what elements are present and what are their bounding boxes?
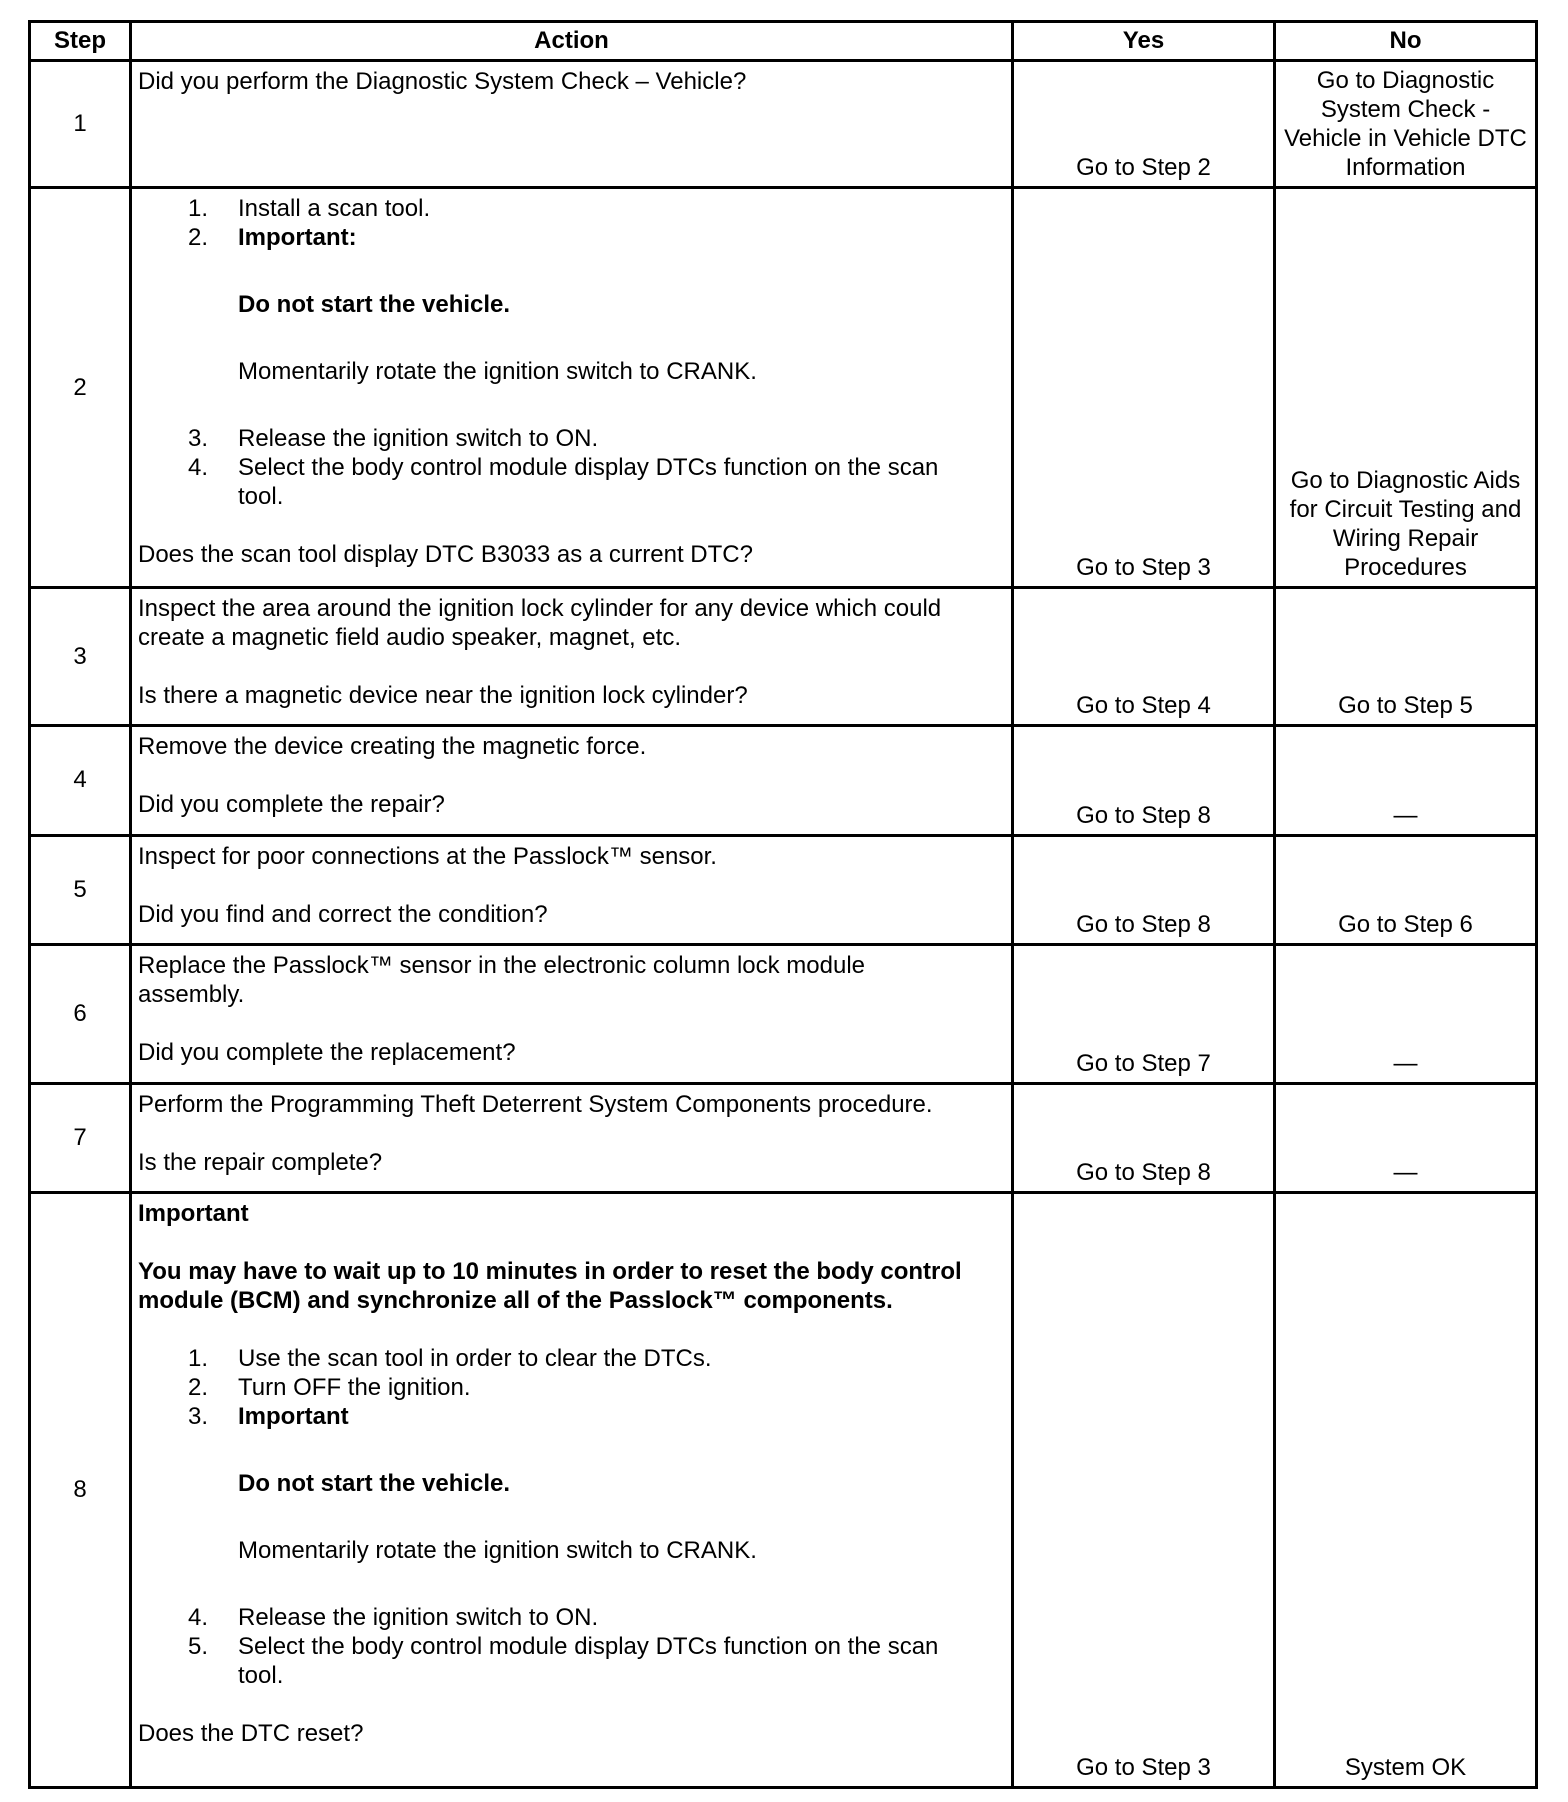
yes-action: Go to Step 8 (1013, 835, 1275, 944)
table-row (30, 61, 1537, 188)
instruction-text: Inspect for poor connections at the Passlock™ sensor. (138, 842, 717, 870)
header-yes: Yes (1013, 22, 1275, 61)
action-cell (131, 945, 1013, 1083)
procedure-list (138, 1603, 1007, 1690)
important-detail: Momentarily rotate the ignition switch to CRANK. (238, 358, 757, 386)
action-cell (131, 587, 1013, 725)
instruction-text: Replace the Passlock™ sensor in the electronic column lock module assembly. (138, 952, 866, 1009)
important-text: You may have to wait up to 10 minutes in order to reset the body control module (BCM) and synchronize all of the Passlock™ components. (138, 1257, 962, 1314)
no-action: — (1275, 945, 1537, 1083)
step-number: 2 (30, 188, 131, 587)
question-text: Does the scan tool display DTC B3033 as a current DTC? (138, 541, 753, 569)
list-item: 3. Important (187, 1402, 349, 1430)
header-no: No (1275, 22, 1537, 61)
action-cell (131, 1083, 1013, 1192)
no-action: Go to Diagnostic System Check - Vehicle in Vehicle DTC Information (1275, 61, 1537, 188)
question-text: Did you find and correct the condition? (138, 900, 548, 928)
yes-action: Go to Step 4 (1013, 587, 1275, 725)
no-action: Go to Step 5 (1275, 587, 1537, 725)
yes-action: Go to Step 2 (1013, 61, 1275, 188)
question-text: Does the DTC reset? (138, 1719, 364, 1747)
list-item: 3. Release the ignition switch to ON. (187, 425, 599, 453)
important-note: Do not start the vehicle. (238, 1469, 511, 1497)
no-action: Go to Diagnostic Aids for Circuit Testing and Wiring Repair Procedures (1275, 188, 1537, 587)
header-step: Step (30, 22, 131, 61)
table-row (30, 1083, 1537, 1192)
question-text: Did you complete the repair? (138, 791, 445, 819)
important-note: Do not start the vehicle. (238, 291, 511, 319)
instruction-text: Perform the Programming Theft Deterrent System Components procedure. (138, 1090, 933, 1118)
list-item: 2. Important: (187, 224, 357, 252)
procedure-list (138, 194, 1007, 252)
table-row (30, 1192, 1537, 1787)
step-number: 7 (30, 1083, 131, 1192)
question-text: Is there a magnetic device near the ignition lock cylinder? (138, 681, 748, 709)
question-text: Did you perform the Diagnostic System Check – Vehicle? (138, 68, 747, 95)
list-item: 4. Select the body control module display DTCs function on the scan tool. (187, 454, 939, 511)
header-action: Action (131, 22, 1013, 61)
procedure-list (138, 424, 1007, 511)
step-number: 8 (30, 1192, 131, 1787)
important-detail: Momentarily rotate the ignition switch to CRANK. (238, 1536, 757, 1564)
action-cell (131, 188, 1013, 587)
no-action: — (1275, 726, 1537, 835)
table-row (30, 945, 1537, 1083)
yes-action: Go to Step 7 (1013, 945, 1275, 1083)
no-action: Go to Step 6 (1275, 835, 1537, 944)
header-row (30, 22, 1537, 61)
step-number: 5 (30, 835, 131, 944)
table-row (30, 188, 1537, 587)
step-number: 1 (30, 61, 131, 188)
instruction-text: Remove the device creating the magnetic force. (138, 733, 647, 761)
list-item: 4. Release the ignition switch to ON. (187, 1603, 599, 1631)
action-cell (131, 61, 1013, 188)
yes-action: Go to Step 3 (1013, 1192, 1275, 1787)
list-item: 5. Select the body control module display DTCs function on the scan tool. (187, 1632, 939, 1689)
diagnostic-table (28, 20, 1538, 1789)
yes-action: Go to Step 3 (1013, 188, 1275, 587)
table-row (30, 587, 1537, 725)
procedure-list (138, 1344, 1007, 1431)
action-cell (131, 835, 1013, 944)
important-heading: Important (138, 1199, 249, 1227)
instruction-text: Inspect the area around the ignition lock cylinder for any device which could create a magnetic field audio speaker, magnet, etc. (138, 594, 942, 651)
action-cell (131, 726, 1013, 835)
question-text: Is the repair complete? (138, 1148, 383, 1176)
list-item: 2. Turn OFF the ignition. (187, 1373, 471, 1401)
yes-action: Go to Step 8 (1013, 1083, 1275, 1192)
step-number: 4 (30, 726, 131, 835)
list-item: 1. Install a scan tool. (187, 195, 431, 223)
question-text: Did you complete the replacement? (138, 1039, 516, 1067)
no-action: System OK (1275, 1192, 1537, 1787)
action-cell (131, 1192, 1013, 1787)
step-number: 3 (30, 587, 131, 725)
step-number: 6 (30, 945, 131, 1083)
no-action: — (1275, 1083, 1537, 1192)
table-row (30, 726, 1537, 835)
list-item: 1. Use the scan tool in order to clear the DTCs. (187, 1344, 712, 1372)
yes-action: Go to Step 8 (1013, 726, 1275, 835)
table-row (30, 835, 1537, 944)
